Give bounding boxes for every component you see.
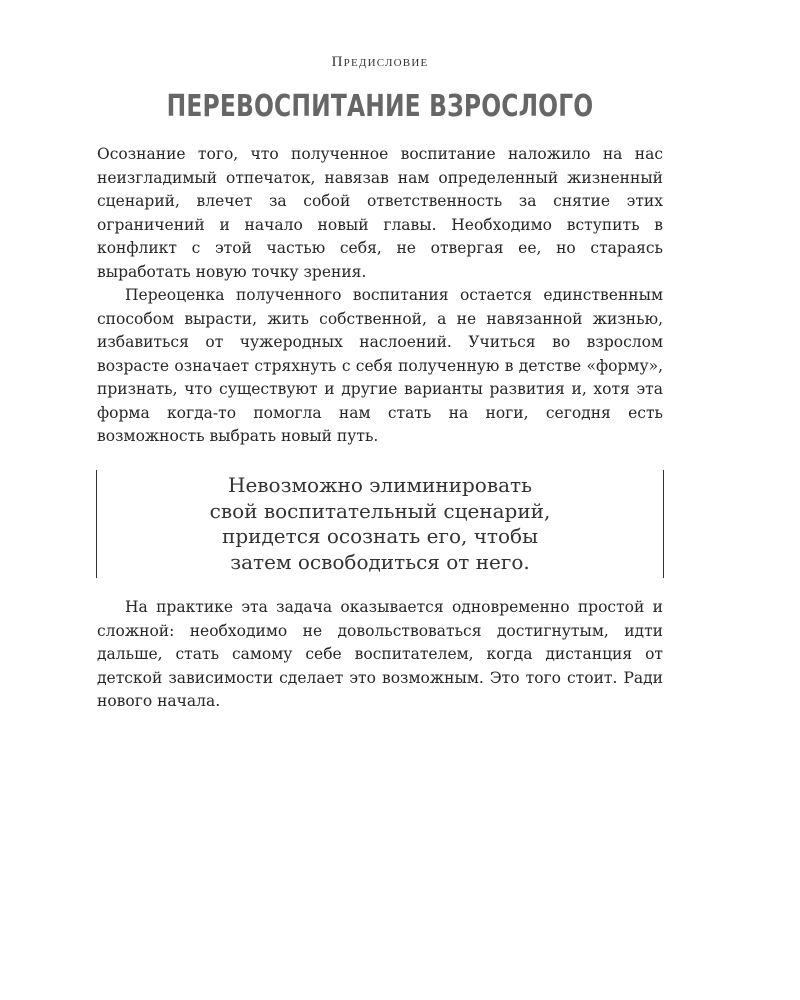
pull-quote (96, 470, 664, 578)
chapter-title: ПЕРЕВОСПИТАНИЕ ВЗРОСЛОГО (166, 89, 594, 124)
running-head: Предисловие (331, 54, 429, 70)
closing-text (97, 596, 663, 714)
pull-quote-line: придется осознать его, чтобы (222, 524, 538, 548)
pull-quote-line: затем освободиться от него. (230, 549, 530, 574)
pull-quote-line: свой воспитательный сценарий, (209, 498, 551, 523)
paragraph-3: На практике эта задача оказывается одновременно простой и сложной: необходимо не довольствоваться достигнутым, идти дальше, стать самому себе воспитателем, когда дистанция от детской зависимости сделает это возможным. Это того стоит. Ради нового начала. (97, 598, 663, 710)
pull-quote-line: Невозможно элиминировать (228, 473, 532, 497)
body-text (97, 143, 663, 449)
paragraph-1: Осознание того, что полученное воспитание наложило на нас неизгладимый отпечаток, навязав нам определенный жизненный сценарий, влечет за собой ответственность за снятие этих ограничений и начало новый главы. Необходимо вступить в конфликт с этой частью себя, не отвергая ее, но стараясь выработать новую точку зрения. (97, 145, 663, 281)
paragraph-2: Переоценка полученного воспитания остается единственным способом вырасти, жить собственной, а не навязанной жизнью, избавиться от чужеродных наслоений. Учиться во взрослом возрасте означает стряхнуть с себя полученную в детстве «форму», признать, что существуют и другие варианты развития и, хотя эта форма когда-то помогла нам стать на ноги, сегодня есть возможность выбрать новый путь. (97, 286, 663, 445)
